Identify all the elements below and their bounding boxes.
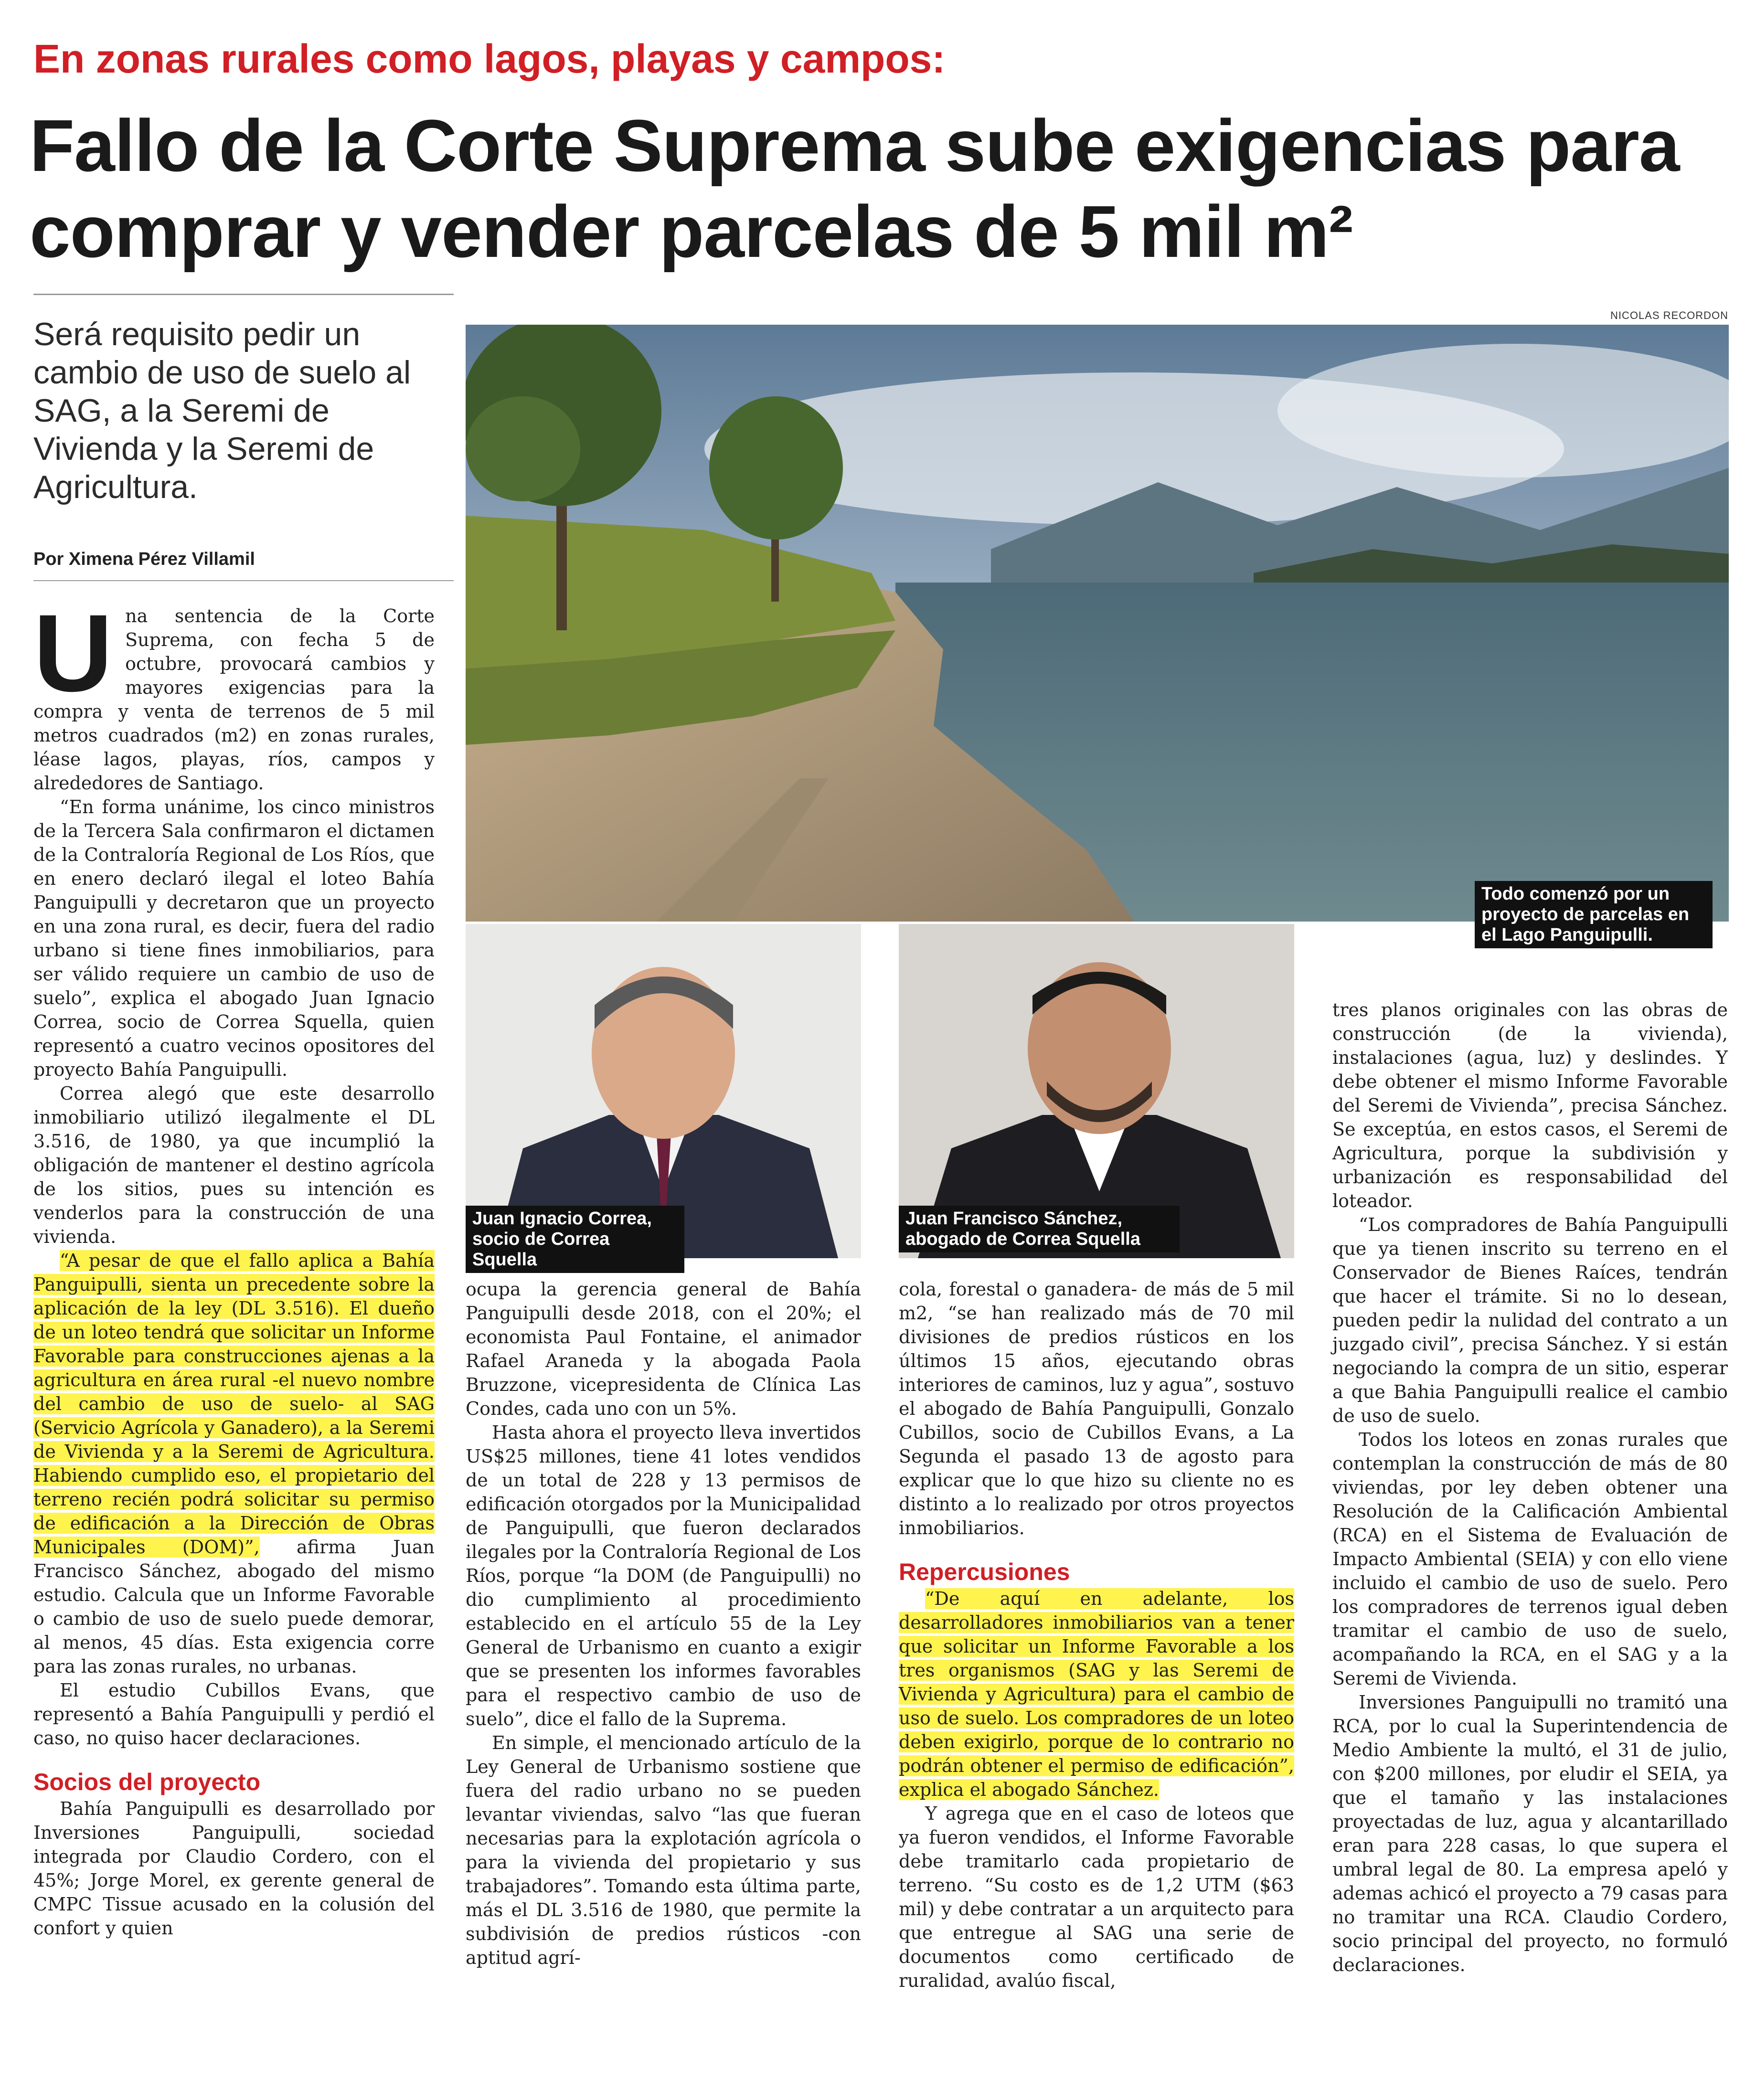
paragraph: cola, forestal o ganadera- de más de 5 mil m2, “se han realizado más de 70 mil divisiones de predios rústicos en los últimos 15 años, ejecutando obras interiores de caminos, luz y agua”, sostuvo el abogado de Bahía Panguipulli, Gonzalo Cubillos, socio de Cubillos Evans, a La Segunda el pasado 13 de agosto para explicar que lo que hizo su cliente no es distinto a lo realizado por otros proyectos inmobiliarios. [899, 1279, 1294, 1538]
photo-credit: NICOLAS RECORDON [1610, 309, 1728, 321]
main-caption: Todo comenzó por un proyecto de parcelas en el Lago Panguipulli. [1475, 881, 1713, 948]
section-heading: Socios del proyecto [33, 1769, 261, 1795]
section-heading: Repercusiones [899, 1559, 1070, 1585]
highlighted-quote: “A pesar de que el fallo aplica a Bahía Panguipulli, sienta un precedente sobre la aplicación de la ley (DL 3.516). El dueño de un loteo tendrá que solicitar un Informe Favorable para construcciones ajenas a la agricultura en área rural -el nuevo nombre del cambio de uso de suelo- al SAG (Servicio Agrícola y Ganadero), a la Seremi de Vivienda y a la Seremi de Agricultura. Habiendo cumplido eso, el propietario del terreno recién podrá solicitar su permiso de edificación a la Dirección de Obras Municipales (DOM)”, [33, 1250, 435, 1558]
paragraph: “Los compradores de Bahía Panguipulli que ya tienen inscrito su terreno en el Conservador de Bienes Raíces, tendrán que hacer el trámite. Si no lo desean, pueden pedir la nulidad del contrato a un juzgado civil”, precisa Sánchez. Y si están negociando la compra de un sitio, esperar a que Bahia Panguipulli realice el cambio de uso de suelo. [1332, 1214, 1728, 1426]
column-3 [899, 1277, 1294, 1993]
lead-text: na sentencia de la Corte Suprema, con fecha 5 de octubre, provocará cambios y mayores exigencias para la compra y venta de terrenos de 5 mil metros cuadrados (m2) en zonas rurales, léase lagos, playas, ríos, campos y alrededores de Santiago. [33, 605, 435, 794]
paragraph: “En forma unánime, los cinco ministros de la Tercera Sala confirmaron el dictamen de la Contraloría Regional de Los Ríos, que en enero declaró ilegal el loteo Bahía Panguipulli y decretaron que un proyecto en una zona rural, es decir, fuera del radio urbano si tiene fines inmobiliarios, para ser válido requiere un cambio de uso de suelo”, explica el abogado Juan Ignacio Correa, socio de Correa Squella, quien representó a cuatro vecinos opositores del proyecto Bahía Panguipulli. [33, 796, 435, 1080]
lead-paragraph [33, 592, 435, 795]
paragraph [33, 1249, 435, 1678]
paragraph: ocupa la gerencia general de Bahía Panguipulli desde 2018, con el 20%; el economista Paul Fontaine, el animador Rafael Araneda y la abogada Paola Bruzzone, vicepresidenta de Clínica Las Condes, cada uno con un 5%. [466, 1279, 861, 1419]
dropcap: U [33, 592, 113, 714]
correa-caption: Juan Ignacio Correa, socio de Correa Squella [466, 1206, 684, 1273]
paragraph [899, 1587, 1294, 1802]
paragraph: Correa alegó que este desarrollo inmobiliario utilizó ilegalmente el DL 3.516, de 1980, ya que incumplió la obligación de mantener el destino agrícola de los sitios, pues su intención es venderlos para la construcción de una vivienda. [33, 1083, 435, 1247]
subhead: Será requisito pedir un cambio de uso de suelo al SAG, a la Seremi de Vivienda y la Seremi de Agricultura. [33, 316, 411, 505]
sanchez-caption: Juan Francisco Sánchez, abogado de Correa Squella [899, 1206, 1180, 1252]
paragraph: Todos los loteos en zonas rurales que contemplan la construcción de más de 80 viviendas, por ley deben obtener una Resolución de la Calificación Ambiental (RCA) en el Sistema de Evaluación de Impacto Ambiental (SEIA) y con ello viene incluido el cambio de uso de suelo. Pero los compradores de terrenos igual deben tramitar el cambio de uso de suelo, acompañando la RCA, en el SAG y a la Seremi de Vivienda. [1332, 1429, 1728, 1689]
paragraph: Hasta ahora el proyecto lleva invertidos US$25 millones, tiene 41 lotes vendidos de un total de 228 y 13 permisos de edificación otorgados por la Municipalidad de Panguipulli, que fueron declarados ilegales por la Contraloría Regional de Los Ríos, porque “la DOM (de Panguipulli) no dio cumplimiento al procedimiento establecido en el artículo 55 de la Ley General de Urbanismo en cuanto a exigir que se presenten los informes favorables para el respectivo cambio de uso de suelo”, dice el fallo de la Suprema. [466, 1422, 861, 1729]
paragraph: Y agrega que en el caso de loteos que ya fueron vendidos, el Informe Favorable debe tramitarlo cada propietario de terreno. “Su costo es de 1,2 UTM ($63 mil) y debe contratar a un arquitecto para que entregue al SAG una serie de documentos como certificado de ruralidad, avalúo fiscal, [899, 1803, 1294, 1991]
kicker: En zonas rurales como lagos, playas y campos: [33, 36, 946, 81]
paragraph: En simple, el mencionado artículo de la Ley General de Urbanismo sostiene que fuera del radio urbano no se pueden levantar viviendas, salvo “las que fueran necesarias para la explotación agrícola o para la vivienda del propietario y sus trabajadores”. Tomando esta última parte, más el DL 3.516 de 1980, que permite la subdivisión de predios rústicos -con aptitud agrí- [466, 1732, 861, 1968]
paragraph: El estudio Cubillos Evans, que representó a Bahía Panguipulli y perdió el caso, no quiso hacer declaraciones. [33, 1680, 435, 1749]
quote-attribution: afirma Juan Francisco Sánchez, abogado del mismo estudio. Calcula que un Informe Favorable o cambio de uso de suelo puede demorar, al menos, 45 días. Esta exigencia corre para las zonas rurales, no urbanas. [33, 1537, 435, 1677]
divider [33, 294, 454, 295]
paragraph: Inversiones Panguipulli no tramitó una RCA, por lo cual la Superintendencia de Medio Ambiente la multó, el 31 de julio, con $200 millones, por eludir el SEIA, ya que el tamaño y las instalaciones proyectadas de luz, agua y alcantarillado eran para 228 casas, lo que supera el umbral legal de 80. La empresa apeló y ademas achicó el proyecto a 79 casas para no tramitar una RCA. Claudio Cordero, socio principal del proyecto, no formuló declaraciones. [1332, 1692, 1728, 1975]
column-4 [1332, 998, 1728, 1977]
highlighted-quote: “De aquí en adelante, los desarrolladores inmobiliarios van a tener que solicitar un Informe Favorable a los tres organismos (SAG y las Seremi de Vivienda y Agricultura) para el cambio de uso de suelo. Los compradores de un loteo deben exigirlo, porque de lo contrario no podrán obtener el permiso de edificación”, explica el abogado Sánchez. [899, 1588, 1294, 1800]
paragraph: Bahía Panguipulli es desarrollado por Inversiones Panguipulli, sociedad integrada por Claudio Cordero, con el 45%; Jorge Morel, ex gerente general de CMPC Tissue acusado en la colusión del confort y quien [33, 1798, 435, 1939]
column-1 [33, 592, 435, 1940]
lake-photo [466, 325, 1729, 922]
divider [33, 580, 454, 581]
column-2 [466, 1277, 861, 1970]
paragraph: tres planos originales con las obras de construcción (de la vivienda), instalaciones (agua, luz) y deslindes. Y debe obtener el mismo Informe Favorable del Seremi de Vivienda”, precisa Sánchez. Se exceptúa, en estos casos, el Seremi de Agricultura, porque la subdivisión y urbanización es responsabilidad del loteador. [1332, 999, 1728, 1211]
headline: Fallo de la Corte Suprema sube exigencias para comprar y vender parcelas de 5 mil m² [30, 105, 1680, 273]
byline: Por Ximena Pérez Villamil [33, 549, 255, 569]
